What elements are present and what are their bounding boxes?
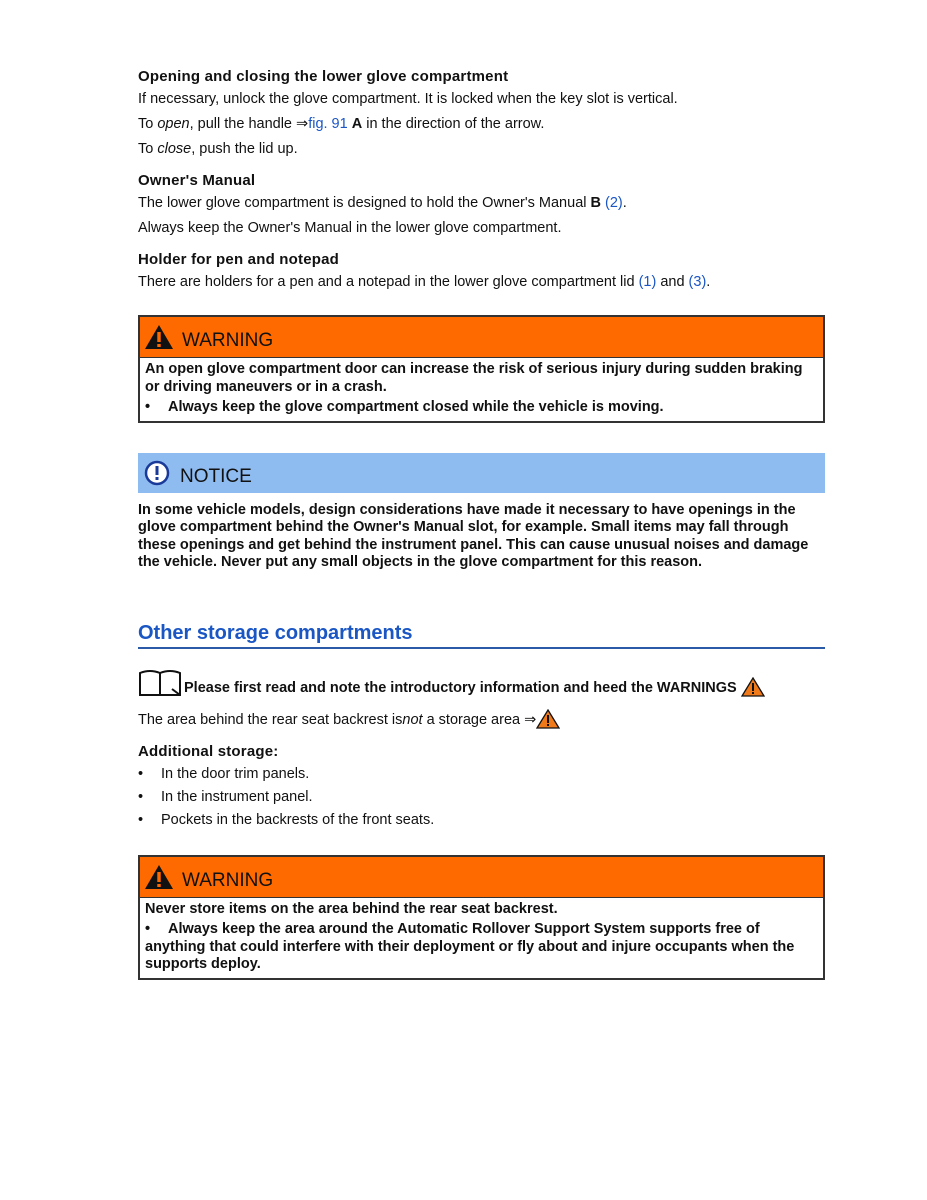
text: The area behind the rear seat backrest is <box>138 711 403 728</box>
ref-link[interactable]: (1) <box>638 274 657 290</box>
text: To <box>138 116 158 132</box>
text: . <box>622 195 627 211</box>
notice-title: NOTICE <box>180 465 252 487</box>
text: In the door trim panels. <box>161 765 310 782</box>
warning-text: Never store items on the area behind the rear seat backrest. <box>145 900 558 917</box>
paragraph <box>138 141 825 158</box>
text: and <box>656 274 689 290</box>
intro-line <box>138 669 825 697</box>
text: The lower glove compartment is designed to hold the Owner's Manual <box>138 195 591 211</box>
intro-text: Please first read and note the introductory information and heed the WARNINGS <box>184 679 737 696</box>
warning-text: An open glove compartment door can increase the risk of serious injury during sudden braking or driving maneuvers or in a crash. <box>145 361 803 395</box>
text: A <box>351 116 363 132</box>
text: , pull the handle ⇒ <box>189 116 309 132</box>
text: B <box>590 195 601 211</box>
ref-link[interactable]: (3) <box>688 274 707 290</box>
list-item <box>138 789 825 806</box>
notice-box <box>138 453 825 572</box>
list-item <box>138 766 825 783</box>
section-title: Other storage compartments <box>138 622 825 649</box>
notice-text: In some vehicle models, design considerations have made it necessary to have openings in the glove compartment behind the Owner's Manual slot, for example. Small items may fall through these openings and get behind the instrument panel. This can cause unusual noises and damage the vehicle. Never put any small objects in the glove compartment for this reason. <box>138 501 809 570</box>
warning-triangle-icon <box>741 677 765 697</box>
heading-owners-manual: Owner's Manual <box>138 172 256 189</box>
paragraph <box>138 195 825 212</box>
text: Pockets in the backrests of the front seats. <box>161 811 435 828</box>
bullet: • <box>138 811 144 828</box>
warning-box <box>138 855 825 980</box>
paragraph: If necessary, unlock the glove compartment. It is locked when the key slot is vertical. <box>138 91 678 107</box>
book-icon <box>138 669 184 697</box>
warning-title: WARNING <box>182 330 274 351</box>
warning-icon <box>144 324 174 350</box>
bullet: • <box>145 399 151 415</box>
text: not <box>402 711 423 728</box>
warning-body <box>140 358 823 421</box>
warning-body <box>140 898 823 978</box>
ref-link[interactable]: (2) <box>605 195 623 211</box>
text: open <box>157 116 190 132</box>
heading-holder: Holder for pen and notepad <box>138 251 340 268</box>
notice-header <box>138 453 825 493</box>
list-item <box>138 812 825 829</box>
list-item <box>145 921 818 974</box>
bullet: • <box>138 765 144 782</box>
text: a storage area ⇒ <box>422 711 537 728</box>
paragraph: Always keep the Owner's Manual in the lower glove compartment. <box>138 220 562 236</box>
warning-header <box>140 857 823 898</box>
list-item <box>145 399 818 417</box>
text: In the instrument panel. <box>161 788 313 805</box>
paragraph <box>138 709 825 729</box>
text: , push the lid up. <box>191 141 298 157</box>
text: close <box>157 141 192 157</box>
paragraph <box>138 116 825 133</box>
warning-icon <box>144 864 174 890</box>
warning-box <box>138 315 825 423</box>
text: Always keep the area around the Automatic Rollover Support System supports free of anything that could interfere with their deployment or fly about and injure occupants when the supports deploy. <box>145 921 795 972</box>
storage-list <box>138 766 825 829</box>
bullet: • <box>145 921 151 937</box>
heading-additional-storage: Additional storage: <box>138 742 279 760</box>
fig-link[interactable]: fig. 91 <box>308 116 348 132</box>
paragraph <box>138 274 825 291</box>
text: in the direction of the arrow. <box>362 116 545 132</box>
warning-header <box>140 317 823 358</box>
text: To <box>138 141 158 157</box>
text: Always keep the glove compartment closed while the vehicle is moving. <box>168 399 664 415</box>
bullet: • <box>138 788 144 805</box>
exclamation-circle-icon <box>144 460 170 486</box>
warning-triangle-icon[interactable] <box>536 709 560 729</box>
text: There are holders for a pen and a notepad in the lower glove compartment lid <box>138 274 639 290</box>
text: . <box>706 274 711 290</box>
warning-title: WARNING <box>182 869 274 891</box>
heading-glove-compartment: Opening and closing the lower glove compartment <box>138 68 509 85</box>
page <box>138 68 825 1010</box>
